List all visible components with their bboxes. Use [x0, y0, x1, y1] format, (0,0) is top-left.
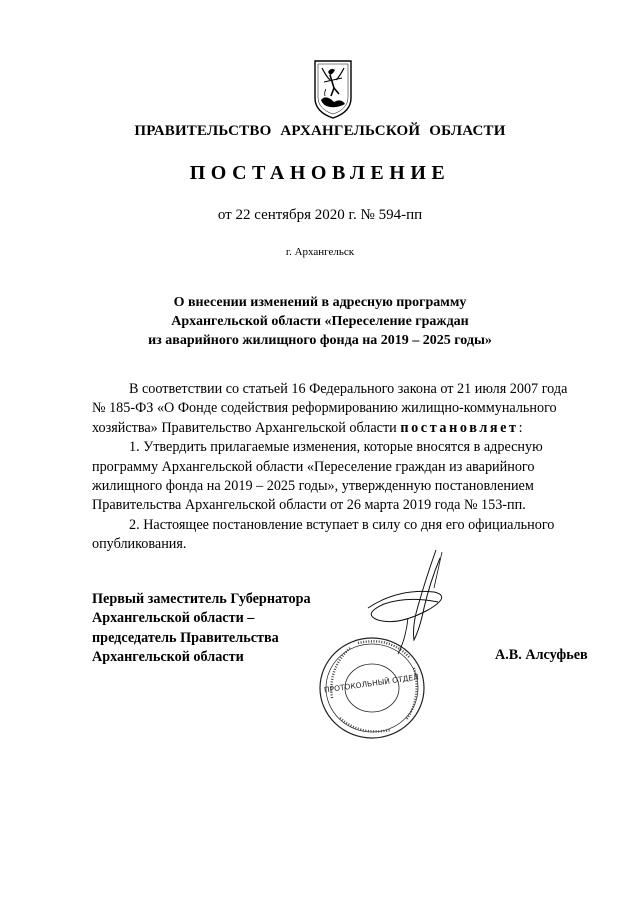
body-line: Правительства Архангельской области от 26 марта 2019 года № 153-пп.: [92, 497, 526, 514]
decision-word: постановляет: [400, 419, 519, 436]
subject-line: О внесении изменений в адресную программу: [173, 295, 467, 310]
subject-line: Архангельской области «Переселение граждан: [171, 314, 469, 329]
body-line: [92, 419, 595, 438]
preamble-paragraph: [92, 380, 595, 438]
signer-title-line: Архангельской области: [92, 649, 244, 666]
coat-of-arms-emblem: [312, 58, 354, 120]
signer-name: А.В. Алсуфьев: [495, 647, 588, 663]
body-text: хозяйства» Правительство Архангельской области: [92, 419, 397, 436]
document-type-title: ПОСТАНОВЛЕНИЕ: [189, 162, 451, 184]
colon: :: [518, 419, 523, 436]
body-line: программу Архангельской области «Переселение граждан из аварийного: [92, 458, 535, 475]
decree-body: [92, 380, 595, 555]
body-line: 2. Настоящее постановление вступает в силу со дня его официального: [129, 516, 555, 533]
body-line: 1. Утвердить прилагаемые изменения, которые вносятся в адресную: [129, 439, 543, 456]
decree-date-number: от 22 сентября 2020 г. № 594-пп: [217, 207, 423, 223]
body-line: опубликования.: [92, 536, 187, 553]
body-line: № 185-ФЗ «О Фонде содействия реформированию жилищно-коммунального: [92, 400, 557, 417]
subject-line: из аварийного жилищного фонда на 2019 – 2025 годы»: [148, 333, 492, 348]
clause-2-paragraph: [92, 516, 595, 555]
body-line: жилищного фонда на 2019 – 2025 годы», утвержденную постановлением: [92, 478, 534, 495]
body-line: В соответствии со статьей 16 Федерального закона от 21 июля 2007 года: [129, 381, 568, 397]
handwritten-signature: [348, 548, 458, 658]
clause-1-paragraph: [92, 438, 595, 516]
government-name: ПРАВИТЕЛЬСТВО АРХАНГЕЛЬСКОЙ ОБЛАСТИ: [134, 123, 506, 139]
city-name: г. Архангельск: [285, 246, 355, 258]
signer-title-line: Первый заместитель Губернатора: [92, 591, 311, 607]
decree-subject: [0, 293, 640, 350]
signer-title-line: председатель Правительства: [92, 629, 279, 646]
signer-title: [92, 590, 311, 668]
stamp-text: ПРОТОКОЛЬНЫЙ ОТДЕЛ: [323, 672, 420, 695]
signer-title-line: Архангельской области –: [92, 610, 255, 627]
